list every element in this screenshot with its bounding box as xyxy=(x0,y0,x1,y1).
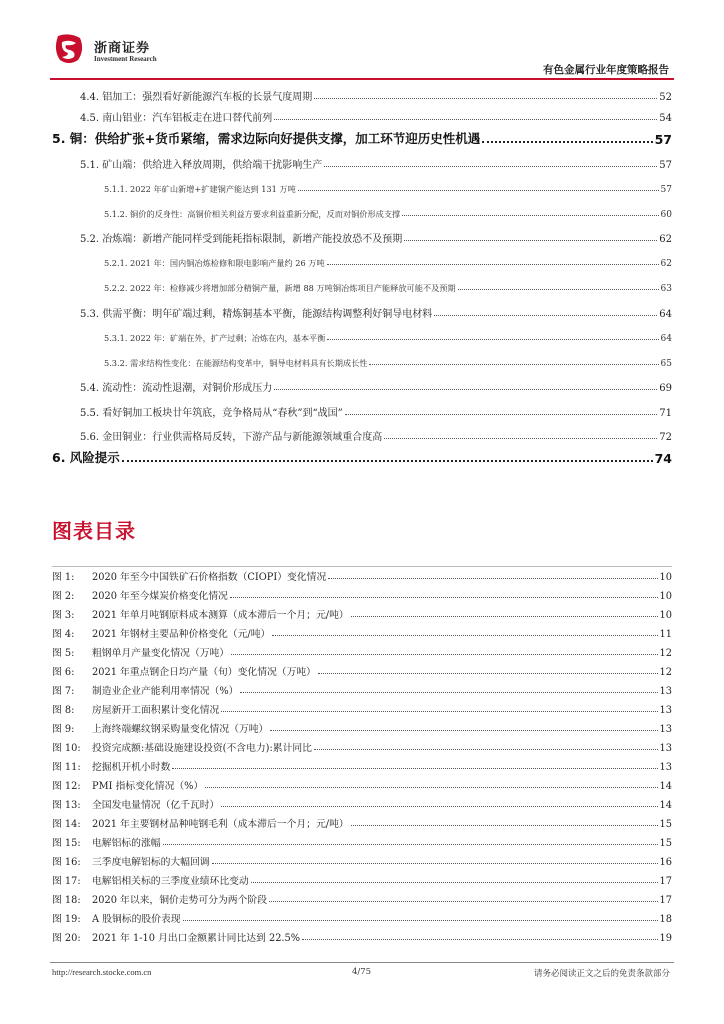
figure-number: 图 16: xyxy=(52,857,81,868)
report-title: 有色金属行业年度策略报告 xyxy=(543,64,669,76)
figure-page: 16 xyxy=(659,857,672,868)
figure-label: 2021 年重点钢企日均产量（旬）变化情况（万吨） xyxy=(92,667,316,678)
toc-entry[interactable] xyxy=(52,229,672,245)
figure-entry[interactable] xyxy=(52,719,672,735)
toc-subentry-page: 63 xyxy=(660,284,672,294)
footer-url-link[interactable]: http://research.stocke.com.cn xyxy=(52,967,152,977)
page-number: 4/75 xyxy=(352,967,372,977)
figure-entry[interactable] xyxy=(52,871,672,887)
toc-entry[interactable] xyxy=(52,304,672,320)
toc-subentry-label: 5.3.2. 需求结构性变化：在能源结构变革中，铜导电材料具有长期成长性 xyxy=(104,358,368,368)
figure-entry[interactable] xyxy=(52,700,672,716)
toc-entry-page: 71 xyxy=(659,408,672,419)
figure-number: 图 20: xyxy=(52,933,81,944)
figure-entry[interactable] xyxy=(52,833,672,849)
figure-page: 13 xyxy=(659,724,672,735)
figure-entry[interactable] xyxy=(52,681,672,697)
figure-label: 电解铝标的涨幅 xyxy=(92,838,161,849)
header-divider xyxy=(50,78,674,80)
figure-page: 12 xyxy=(659,648,672,659)
toc-entry[interactable] xyxy=(52,108,672,124)
figure-label: PMI 指标变化情况（%） xyxy=(92,781,204,792)
figure-page: 10 xyxy=(659,572,672,583)
figure-page: 11 xyxy=(659,629,672,640)
figure-page: 17 xyxy=(659,895,672,906)
toc-subentry[interactable] xyxy=(52,204,672,220)
figure-page: 10 xyxy=(659,591,672,602)
figure-entry[interactable] xyxy=(52,643,672,659)
figure-label: 三季度电解铝标的大幅回调 xyxy=(92,857,210,868)
toc-entry-label: 4.5. 南山铝业：汽车铝板走在进口替代前列 xyxy=(80,113,273,124)
figure-label: 房屋新开工面积累计变化情况 xyxy=(92,705,220,716)
toc-entry-label: 5.2. 冶炼端：新增产能同样受到能耗指标限制，新增产能投放恐不及预期 xyxy=(80,234,403,245)
figure-page: 18 xyxy=(659,914,672,925)
figure-number: 图 17: xyxy=(52,876,81,887)
toc-entry-label: 5.3. 供需平衡：明年矿端过剩，精炼铜基本平衡，能源结构调整利好铜导电材料 xyxy=(80,309,433,320)
figure-entry[interactable] xyxy=(52,738,672,754)
figure-entry[interactable] xyxy=(52,662,672,678)
toc-entry-label: 5.6. 金田铜业：行业供需格局反转，下游产品与新能源领域重合度高 xyxy=(80,432,383,443)
figure-label: 电解铝相关标的三季度业绩环比变动 xyxy=(92,876,249,887)
figure-page: 13 xyxy=(659,686,672,697)
figure-number: 图 19: xyxy=(52,914,81,925)
toc-subentry[interactable] xyxy=(52,328,672,344)
figure-label: 2020 年至今煤炭价格变化情况 xyxy=(92,591,228,602)
figure-number: 图 8: xyxy=(52,705,75,716)
brand-name-en: Investment Research xyxy=(94,55,157,63)
toc-entry-page: 52 xyxy=(659,92,672,103)
figure-label: 2021 年单月吨钢原料成本测算（成本滞后一个月；元/吨） xyxy=(92,610,349,621)
toc-chapter[interactable] xyxy=(52,131,672,147)
toc-subentry[interactable] xyxy=(52,179,672,195)
toc-entry-label: 5.1. 矿山端：供给进入释放周期，供给端干扰影响生产 xyxy=(80,160,323,171)
footer-disclaimer: 请务必阅读正文之后的免责条款部分 xyxy=(533,969,670,979)
page-header xyxy=(0,0,724,80)
figure-entry[interactable] xyxy=(52,567,672,583)
figure-number: 图 11: xyxy=(52,762,81,773)
toc-subentry-label: 5.1.2. 铜价的反身性：高铜价相关利益方要求利益重新分配，反而对铜价形成支撑 xyxy=(104,209,401,219)
figures-section-title: 图表目录 xyxy=(52,519,136,543)
figure-entry[interactable] xyxy=(52,814,672,830)
toc-subentry[interactable] xyxy=(52,278,672,294)
figure-entry[interactable] xyxy=(52,928,672,944)
toc-entry[interactable] xyxy=(52,155,672,171)
toc-entry-page: 57 xyxy=(659,160,672,171)
figure-entry[interactable] xyxy=(52,605,672,621)
figure-label: 全国发电量情况（亿千瓦时） xyxy=(92,800,220,811)
figure-entry[interactable] xyxy=(52,909,672,925)
toc-entry[interactable] xyxy=(52,403,672,419)
toc-entry-label: 4.4. 铝加工：强烈看好新能源汽车板的长景气度周期 xyxy=(80,92,313,103)
figure-label: 2021 年钢材主要品种价格变化（元/吨） xyxy=(92,629,271,640)
figure-number: 图 13: xyxy=(52,800,81,811)
figure-number: 图 5: xyxy=(52,648,75,659)
figure-label: 2020 年至今中国铁矿石价格指数（CIOPI）变化情况 xyxy=(92,572,327,583)
toc-subentry-page: 60 xyxy=(660,210,672,220)
figure-entry[interactable] xyxy=(52,776,672,792)
toc-subentry-page: 65 xyxy=(660,359,672,369)
figure-entry[interactable] xyxy=(52,852,672,868)
toc-entry[interactable] xyxy=(52,427,672,443)
figure-page: 10 xyxy=(659,610,672,621)
toc-subentry-label: 5.1.1. 2022 年矿山新增+扩建铜产能达到 131 万吨 xyxy=(104,184,296,194)
toc-subentry-label: 5.3.1. 2022 年：矿端在外，扩产过剩；冶炼在内，基本平衡 xyxy=(104,333,326,343)
figure-number: 图 3: xyxy=(52,610,75,621)
toc-subentry[interactable] xyxy=(52,353,672,369)
toc-entry-page: 54 xyxy=(659,113,672,124)
figure-number: 图 7: xyxy=(52,686,75,697)
figure-number: 图 4: xyxy=(52,629,75,640)
toc-entry-label: 5.4. 流动性：流动性退潮，对铜价形成压力 xyxy=(80,383,273,394)
figure-number: 图 18: xyxy=(52,895,81,906)
figure-page: 13 xyxy=(659,705,672,716)
toc-chapter-page: 74 xyxy=(654,451,672,466)
figure-label: 2021 年主要钢材品种吨钢毛利（成本滞后一个月；元/吨） xyxy=(92,819,349,830)
toc-subentry-label: 5.2.1. 2021 年：国内铜冶炼检修和限电影响产量约 26 万吨 xyxy=(104,258,325,268)
figure-entry[interactable] xyxy=(52,586,672,602)
toc-entry-label: 5.5. 看好铜加工板块廿年筑底，竞争格局从“春秋”到“战国” xyxy=(80,408,343,419)
figure-number: 图 15: xyxy=(52,838,81,849)
toc-entry[interactable] xyxy=(52,87,672,103)
toc-subentry-page: 64 xyxy=(660,334,672,344)
figure-page: 12 xyxy=(659,667,672,678)
toc-chapter-label: 6. 风险提示 xyxy=(52,450,120,465)
figure-label: A 股铜标的股价表现 xyxy=(92,914,181,925)
figure-number: 图 6: xyxy=(52,667,75,678)
toc-chapter-page: 57 xyxy=(654,132,672,147)
figure-page: 14 xyxy=(659,781,672,792)
figure-label: 粗钢单月产量变化情况（万吨） xyxy=(92,648,230,659)
figure-page: 17 xyxy=(659,876,672,887)
figure-page: 14 xyxy=(659,800,672,811)
figure-page: 19 xyxy=(659,933,672,944)
figure-number: 图 9: xyxy=(52,724,75,735)
toc-subentry[interactable] xyxy=(52,253,672,269)
toc-chapter-label: 5. 铜：供给扩张+货币紧缩，需求边际向好提供支撑，加工环节迎历史性机遇 xyxy=(52,131,481,146)
figure-number: 图 1: xyxy=(52,572,75,583)
figure-number: 图 12: xyxy=(52,781,81,792)
footer-divider xyxy=(50,962,674,963)
figure-page: 13 xyxy=(659,743,672,754)
figure-label: 2021 年 1-10 月出口金额累计同比达到 22.5% xyxy=(92,933,301,944)
figure-entry[interactable] xyxy=(52,624,672,640)
figure-page: 15 xyxy=(659,838,672,849)
figure-page: 13 xyxy=(659,762,672,773)
figure-number: 图 10: xyxy=(52,743,81,754)
figure-entry[interactable] xyxy=(52,795,672,811)
figure-number: 图 14: xyxy=(52,819,81,830)
toc-entry-page: 69 xyxy=(659,383,672,394)
toc-chapter[interactable] xyxy=(52,450,672,466)
toc-entry-page: 72 xyxy=(659,432,672,443)
brand-name: 浙商证券 xyxy=(94,41,151,56)
figure-number: 图 2: xyxy=(52,591,75,602)
figure-label: 上海终端螺纹钢采购量变化情况（万吨） xyxy=(92,724,269,735)
figure-entry[interactable] xyxy=(52,757,672,773)
toc-subentry-page: 57 xyxy=(660,185,672,195)
figure-page: 15 xyxy=(659,819,672,830)
figure-label: 制造业企业产能利用率情况（%） xyxy=(92,686,239,697)
figure-label: 投资完成额:基础设施建设投资(不含电力):累计同比 xyxy=(92,743,312,754)
toc-entry[interactable] xyxy=(52,378,672,394)
figure-label: 挖掘机开机小时数 xyxy=(92,762,171,773)
zheshang-logo-icon xyxy=(52,32,86,66)
toc-subentry-page: 62 xyxy=(660,259,672,269)
figure-entry[interactable] xyxy=(52,890,672,906)
figure-label: 2020 年以来，铜价走势可分为两个阶段 xyxy=(92,895,267,906)
toc-entry-page: 62 xyxy=(659,234,672,245)
toc-subentry-label: 5.2.2. 2022 年：检修减少将增加部分精铜产量，新增 88 万吨铜冶炼项目产能释放可能不及预期 xyxy=(104,283,456,293)
toc-entry-page: 64 xyxy=(659,309,672,320)
